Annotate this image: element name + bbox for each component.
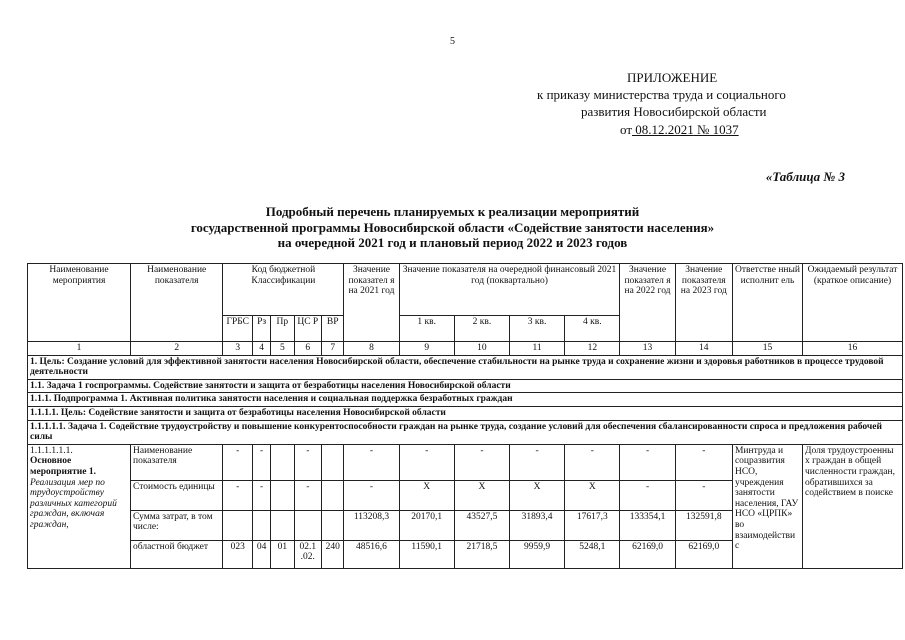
header-value-2022: Значение показател я на 2022 год — [620, 264, 675, 342]
header-indicator-name: Наименование показателя — [131, 264, 223, 342]
rz-cell: - — [253, 480, 271, 510]
activity-name: Основное мероприятие 1. — [30, 456, 96, 477]
pr-cell: 01 — [271, 540, 294, 568]
rz-cell: - — [253, 444, 271, 480]
number-prefix: № — [693, 122, 710, 137]
order-date: 08.12.2021 — [632, 122, 694, 137]
grbs-cell — [223, 510, 253, 540]
csr-cell: - — [294, 444, 322, 480]
header-csr: ЦС Р — [294, 316, 322, 342]
date-prefix: от — [620, 122, 633, 137]
rz-cell: 04 — [253, 540, 271, 568]
q1-cell: X — [399, 480, 454, 510]
section-goal-text: 1. Цель: Создание условий для эффективной занятости населения Новосибирской области, обеспечение стабильности на рынке труда и сохранение жизни и здоровья работников в процессе трудовой деятельности — [28, 355, 903, 379]
value-2022-cell: 133354,1 — [620, 510, 675, 540]
column-number-row — [28, 342, 903, 356]
title-line: на очередной 2021 год и плановый период 2022 и 2023 годов — [277, 235, 628, 250]
pr-cell — [271, 444, 294, 480]
document-title — [0, 204, 905, 251]
column-number: 12 — [565, 342, 620, 356]
header-pr: Пр — [271, 316, 294, 342]
page-number: 5 — [450, 36, 455, 47]
section-subtask-text: 1.1.1.1.1. Задача 1. Содействие трудоустройству и повышение конкурентоспособности граждан на рынке труда, создание условий для обеспечения сбалансированности спроса и предложения рабочей силы — [28, 420, 903, 444]
pr-cell — [271, 480, 294, 510]
header-rz: Рз — [253, 316, 271, 342]
activity-cell — [28, 444, 131, 568]
column-number: 9 — [399, 342, 454, 356]
title-line: государственной программы Новосибирской области «Содействие занятости населения» — [190, 219, 715, 235]
order-number: 1037 — [709, 122, 739, 137]
grbs-cell: - — [223, 444, 253, 480]
header-q2: 2 кв. — [454, 316, 509, 342]
value-2022-cell: - — [620, 444, 675, 480]
q2-cell: X — [454, 480, 509, 510]
column-number: 1 — [28, 342, 131, 356]
responsible-cell: Минтруда и соцразвития НСО, учреждения занятости населения, ГАУ НСО «ЦРПК» во взаимодействи с — [732, 444, 802, 568]
header-grbs: ГРБС — [223, 316, 253, 342]
activities-table — [27, 263, 903, 569]
column-number: 5 — [271, 342, 294, 356]
q3-cell: 9959,9 — [510, 540, 565, 568]
csr-cell — [294, 510, 322, 540]
header-row — [28, 264, 903, 316]
q3-cell: - — [510, 444, 565, 480]
q1-cell: 20170,1 — [399, 510, 454, 540]
column-number: 13 — [620, 342, 675, 356]
q3-cell: 31893,4 — [510, 510, 565, 540]
csr-cell: - — [294, 480, 322, 510]
header-responsible: Ответстве нный исполнит ель — [732, 264, 802, 342]
q4-cell: X — [565, 480, 620, 510]
column-number: 11 — [510, 342, 565, 356]
column-number: 6 — [294, 342, 322, 356]
header-q1: 1 кв. — [399, 316, 454, 342]
column-number: 14 — [675, 342, 732, 356]
q4-cell: 5248,1 — [565, 540, 620, 568]
vr-cell — [322, 480, 344, 510]
q3-cell: X — [510, 480, 565, 510]
column-number: 7 — [322, 342, 344, 356]
q1-cell: 11590,1 — [399, 540, 454, 568]
value-2023-cell: - — [675, 444, 732, 480]
section-subgoal-text: 1.1.1.1. Цель: Содействие занятости и защита от безработицы населения Новосибирской области — [28, 406, 903, 420]
indicator-name: Стоимость единицы — [131, 480, 223, 510]
header-quarterly: Значение показателя на очередной финансовый 2021 год (поквартально) — [399, 264, 620, 316]
column-number: 16 — [803, 342, 903, 356]
appendix-date-line — [620, 121, 739, 138]
value-2021-cell: 48516,6 — [344, 540, 399, 568]
activity-code: 1.1.1.1.1.1. — [30, 445, 73, 456]
section-row-task — [28, 379, 903, 393]
indicator-name: Сумма затрат, в том числе: — [131, 510, 223, 540]
section-row-subgoal — [28, 406, 903, 420]
section-row-subtask — [28, 420, 903, 444]
appendix-title: ПРИЛОЖЕНИЕ — [627, 70, 718, 85]
title-line: Подробный перечень планируемых к реализации мероприятий — [265, 204, 640, 219]
q2-cell: - — [454, 444, 509, 480]
header-activity-name: Наименование мероприятия — [28, 264, 131, 342]
column-number: 10 — [454, 342, 509, 356]
indicator-name: областной бюджет — [131, 540, 223, 568]
rz-cell — [253, 510, 271, 540]
appendix-ministry-line: развития Новосибирской области — [581, 104, 767, 119]
section-task-text: 1.1. Задача 1 госпрограммы. Содействие занятости и защита от безработицы населения Новосибирской области — [28, 379, 903, 393]
value-2021-cell: 113208,3 — [344, 510, 399, 540]
header-value-2021: Значение показател я на 2021 год — [344, 264, 399, 342]
value-2021-cell: - — [344, 480, 399, 510]
value-2023-cell: 62169,0 — [675, 540, 732, 568]
q2-cell: 21718,5 — [454, 540, 509, 568]
column-number: 3 — [223, 342, 253, 356]
pr-cell — [271, 510, 294, 540]
header-q4: 4 кв. — [565, 316, 620, 342]
vr-cell — [322, 510, 344, 540]
grbs-cell: - — [223, 480, 253, 510]
section-row-subprogram — [28, 393, 903, 407]
value-2023-cell: 132591,8 — [675, 510, 732, 540]
q4-cell: 17617,3 — [565, 510, 620, 540]
value-2022-cell: 62169,0 — [620, 540, 675, 568]
header-expected-result: Ожидаемый результат (краткое описание) — [803, 264, 903, 342]
column-number: 8 — [344, 342, 399, 356]
header-value-2023: Значение показателя на 2023 год — [675, 264, 732, 342]
header-vr: ВР — [322, 316, 344, 342]
vr-cell: 240 — [322, 540, 344, 568]
appendix-order-line: к приказу министерства труда и социального — [537, 87, 786, 102]
section-row-goal — [28, 355, 903, 379]
q2-cell: 43527,5 — [454, 510, 509, 540]
q4-cell: - — [565, 444, 620, 480]
table-row — [28, 444, 903, 480]
activity-description: Реализация мер по трудоустройству различных категорий граждан, включая граждан, — [30, 477, 117, 530]
grbs-cell: 023 — [223, 540, 253, 568]
column-number: 2 — [131, 342, 223, 356]
section-subprogram-text: 1.1.1. Подпрограмма 1. Активная политика занятости населения и социальная поддержка безработных граждан — [28, 393, 903, 407]
q1-cell: - — [399, 444, 454, 480]
csr-cell: 02.1 .02. — [294, 540, 322, 568]
column-number: 15 — [732, 342, 802, 356]
column-number: 4 — [253, 342, 271, 356]
expected-result-cell: Доля трудоустроенны х граждан в общей численности граждан, обратившихся за содействием в поиске — [803, 444, 903, 568]
table-label: «Таблица № 3 — [765, 169, 845, 184]
indicator-name: Наименование показателя — [131, 444, 223, 480]
header-budget-code: Код бюджетной Классификации — [223, 264, 344, 316]
value-2021-cell: - — [344, 444, 399, 480]
header-q3: 3 кв. — [510, 316, 565, 342]
value-2023-cell: - — [675, 480, 732, 510]
vr-cell — [322, 444, 344, 480]
value-2022-cell: - — [620, 480, 675, 510]
